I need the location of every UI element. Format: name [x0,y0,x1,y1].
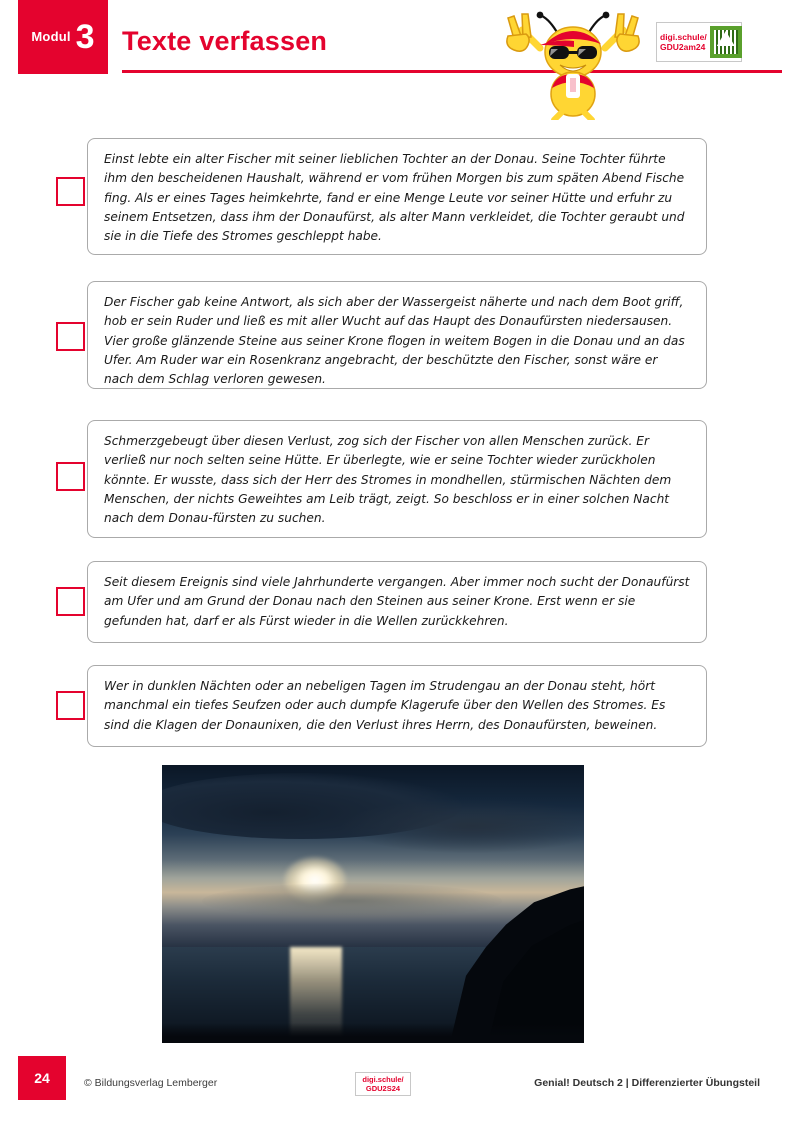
qr-badge-footer-text [362,1075,403,1093]
module-label: Modul [31,28,71,44]
checkbox-passage-2[interactable] [56,322,85,351]
checkbox-passage-3[interactable] [56,462,85,491]
qr-badge-header-text [660,32,707,53]
module-number: 3 [75,18,95,56]
qr-badge-footer-line1: digi.schule/ [362,1075,404,1084]
passage-1-text: Einst lebte ein alter Fischer mit seiner lieblichen Tochter an der Donau. Seine Tochter führte ihm den bescheidenen Haushalt, während er vom frühen Morgen bis zum späten Abend Fische fing. Als er eines Tages heimkehrte, fand er eine Menge Leute vor seiner Hütte und erfuhr zu seinem Entsetzen, dass ihm der Donaufürst, als alter Mann verkleidet, die Tochter geraubt und sie in die Tiefe des Stromes geschleppt habe. [87,138,707,255]
footer-copyright: © Bildungsverlag Lemberger [84,1077,218,1089]
module-tab [18,0,108,74]
qr-badge-header[interactable] [656,22,742,62]
qr-badge-footer-line2: GDU2S24 [365,1084,401,1093]
checkbox-passage-4[interactable] [56,587,85,616]
checkbox-passage-1[interactable] [56,177,85,206]
qr-badge-header-line2: GDU2am24 [660,42,706,52]
photo-cloud [342,799,584,853]
qr-badge-header-line1: digi.schule/ [660,31,707,42]
passage-5-text: Wer in dunklen Nächten oder an nebeligen Tagen im Strudengau an der Donau steht, hört manchmal ein tiefes Seufzen oder auch dumpfe Klagerufe über den Wellen des Stromes. Es sind die Klagen der Donaunixen, die den Verlust ihres Herrn, des Donaufürsten, beweinen. [87,665,707,747]
passage-2-text: Der Fischer gab keine Antwort, als sich aber der Wassergeist näherte und nach dem Boot griff, hob er sein Ruder und ließ es mit aller Wucht auf das Haupt des Donaufürsten niedersausen. Vier große glänzende Steine aus seiner Krone flogen in weitem Bogen in die Donau und an das Ufer. Am Ruder war ein Rosenkranz angebracht, der beschützte den Fischer, sonst wäre er nach dem Schlag verloren gewesen. [87,281,707,389]
photo-foreground [162,1023,584,1043]
passage-4-text: Seit diesem Ereignis sind viele Jahrhunderte vergangen. Aber immer noch sucht der Donaufürst am Ufer und am Grund der Donau nach den Steinen aus seiner Krone. Erst wenn er sie gefunden hat, darf er als Fürst wieder in die Wellen zurückkehren. [87,561,707,643]
qr-code-icon[interactable] [710,26,742,58]
mascot-ant-character [478,8,668,120]
page-header [0,0,800,84]
checkbox-passage-5[interactable] [56,691,85,720]
page-title: Texte verfassen [122,26,328,56]
photo-cloud [202,883,502,919]
page-number: 24 [18,1056,66,1100]
footer-series-label: Genial! Deutsch 2 | Differenzierter Übungsteil [534,1077,760,1089]
passage-3-text: Schmerzgebeugt über diesen Verlust, zog sich der Fischer von allen Menschen zurück. Er verließ nur noch selten seine Hütte. Er überlegte, wie er seine Tochter wieder zurückholen könnte. Er wusste, dass sich der Herr des Stromes in mondhellen, stürmischen Nächten dem Menschen, der nichts Geweihtes am Leib trägt, zeigt. So beschloss er in einer solchen Nacht nach dem Donau-fürsten zu suchen. [87,420,707,538]
header-divider [122,70,782,73]
sunset-over-water-photo [162,765,584,1043]
qr-badge-footer[interactable] [355,1072,411,1096]
